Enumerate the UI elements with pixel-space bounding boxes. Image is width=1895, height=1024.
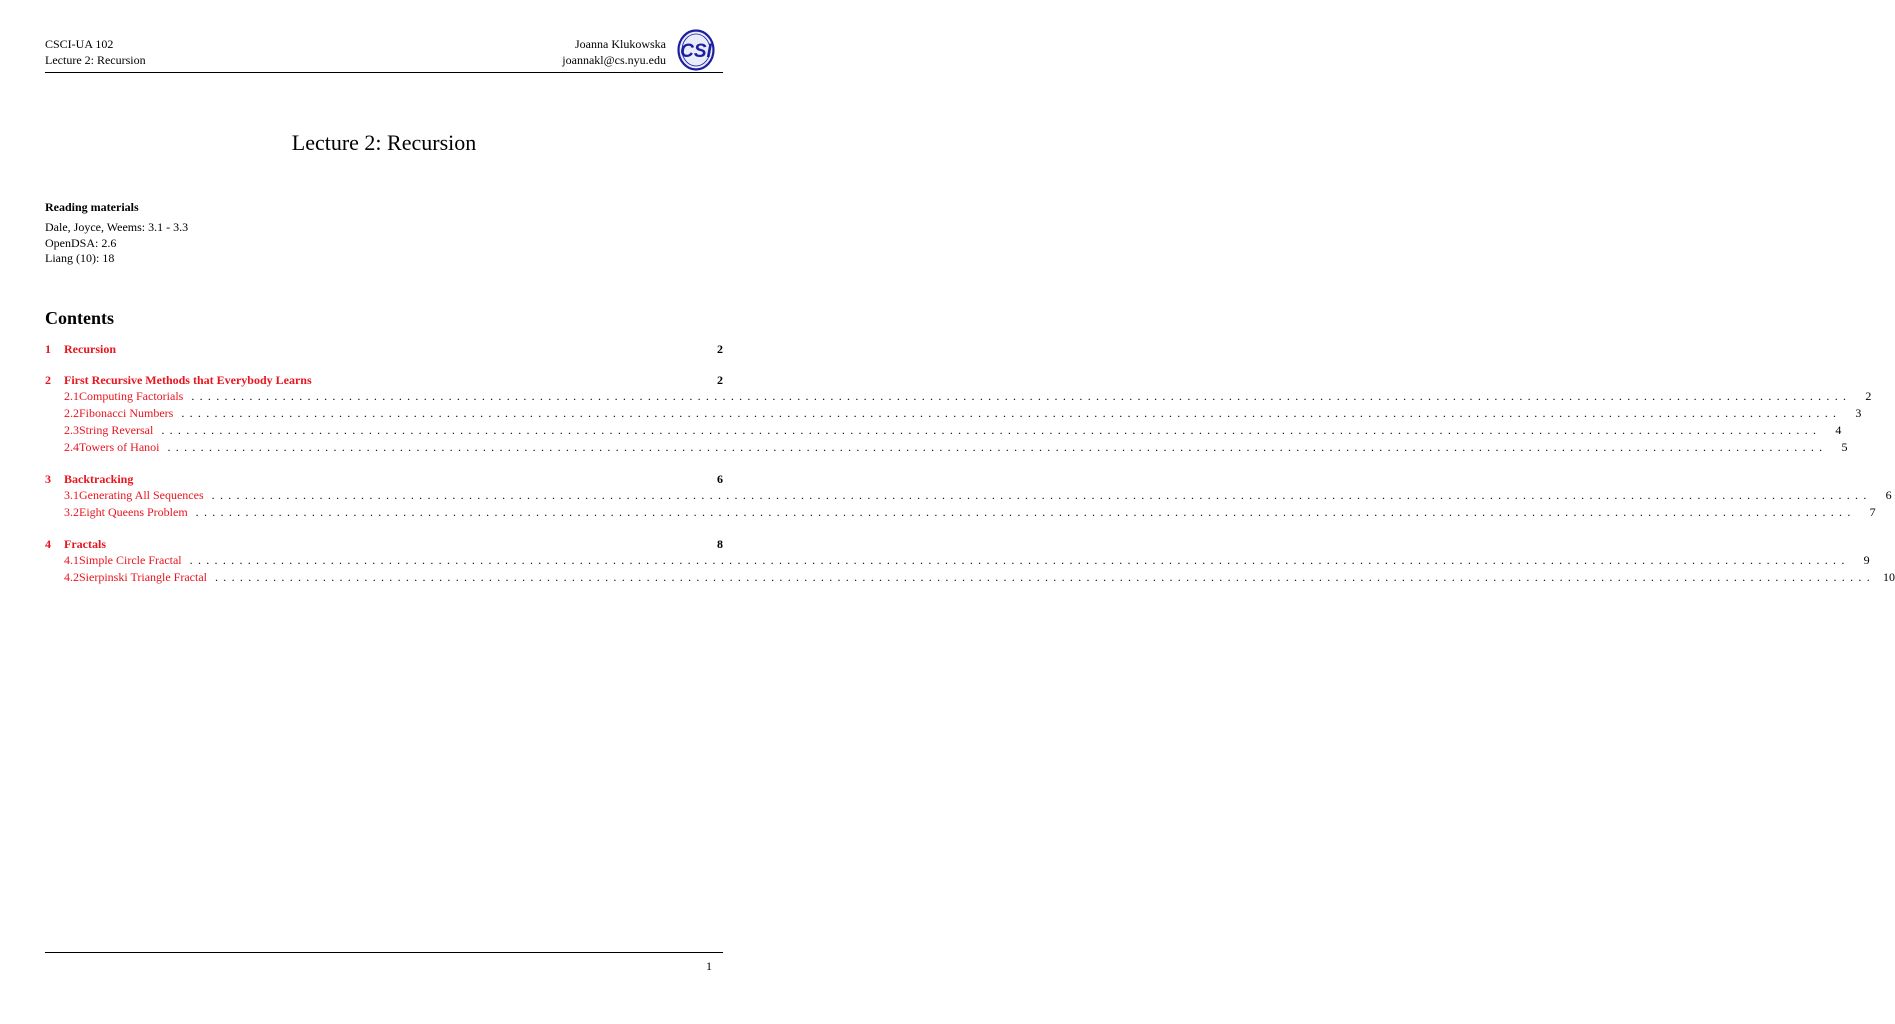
logo-text: CSI — [680, 41, 712, 62]
reading-item: Dale, Joyce, Weems: 3.1 - 3.3 — [45, 220, 189, 234]
toc-section-backtracking[interactable] — [45, 471, 723, 487]
footer-rule — [45, 952, 723, 953]
reading-list — [45, 220, 188, 267]
toc-subsection-eight-queens[interactable] — [45, 504, 1876, 521]
dot-leader: ........................................................................................................................................................................................................ — [195, 505, 1856, 519]
dot-leader: ........................................................................................................................................................................................................ — [167, 440, 1828, 454]
subsection-page: 7 — [1869, 505, 1876, 519]
subsection-number: 4.1 — [64, 553, 79, 567]
subsection-number: 2.4 — [64, 440, 79, 454]
subsection-page: 5 — [1841, 440, 1848, 454]
toc-subsection-sierpinski[interactable] — [45, 569, 1895, 586]
subsection-title[interactable]: Eight Queens Problem — [79, 505, 188, 519]
subsection-title[interactable]: Sierpinski Triangle Fractal — [79, 570, 207, 584]
section-title[interactable]: Fractals — [64, 537, 106, 551]
section-page: 8 — [717, 537, 723, 551]
section-title[interactable]: Backtracking — [64, 472, 134, 486]
toc-subsection-generating-sequences[interactable] — [45, 487, 1892, 504]
document-title: Lecture 2: Recursion — [291, 130, 477, 155]
section-page: 2 — [717, 373, 723, 387]
header-rule — [45, 72, 723, 73]
subsection-title[interactable]: String Reversal — [79, 423, 154, 437]
section-title[interactable]: Recursion — [64, 342, 116, 356]
section-page: 6 — [717, 472, 723, 486]
subsection-page: 9 — [1863, 553, 1870, 567]
subsection-title[interactable]: Generating All Sequences — [79, 488, 204, 502]
subsection-number: 3.1 — [64, 488, 79, 502]
lecture-name: Lecture 2: Recursion — [45, 53, 146, 67]
author-email[interactable]: joannakl@cs.nyu.edu — [562, 53, 666, 67]
running-header-left — [45, 36, 146, 68]
toc-subsection-towers-of-hanoi[interactable] — [45, 439, 1848, 456]
dot-leader: ........................................................................................................................................................................................................ — [211, 488, 1872, 502]
reading-item: Liang (10): 18 — [45, 251, 115, 265]
toc-subsection-fibonacci[interactable] — [45, 405, 1862, 422]
contents-heading: Contents — [45, 308, 115, 328]
subsection-number: 4.2 — [64, 570, 79, 584]
subsection-title[interactable]: Computing Factorials — [79, 389, 184, 403]
subsection-number: 3.2 — [64, 505, 79, 519]
toc-subsection-string-reversal[interactable] — [45, 422, 1842, 439]
subsection-number: 2.2 — [64, 406, 79, 420]
section-number: 3 — [45, 472, 51, 486]
dot-leader: ........................................................................................................................................................................................................ — [181, 406, 1842, 420]
section-number: 1 — [45, 342, 51, 356]
page-number: 1 — [706, 959, 712, 973]
subsection-number: 2.1 — [64, 389, 79, 403]
section-number: 2 — [45, 373, 51, 387]
subsection-title[interactable]: Fibonacci Numbers — [79, 406, 174, 420]
toc-subsection-circle-fractal[interactable] — [45, 552, 1870, 569]
dot-leader: ........................................................................................................................................................................................................ — [189, 553, 1850, 567]
subsection-page: 10 — [1883, 570, 1895, 584]
dot-leader: ........................................................................................................................................................................................................ — [215, 570, 1875, 584]
subsection-page: 6 — [1885, 488, 1892, 502]
subsection-title[interactable]: Towers of Hanoi — [79, 440, 160, 454]
running-header-right — [562, 36, 666, 68]
reading-heading: Reading materials — [45, 200, 139, 214]
subsection-page: 3 — [1855, 406, 1862, 420]
author-name: Joanna Klukowska — [575, 37, 666, 51]
csi-logo — [676, 28, 716, 72]
toc-section-recursion[interactable] — [45, 341, 723, 357]
dot-leader: ........................................................................................................................................................................................................ — [161, 423, 1822, 437]
subsection-title[interactable]: Simple Circle Fractal — [79, 553, 182, 567]
subsection-page: 4 — [1835, 423, 1842, 437]
subsection-page: 2 — [1865, 389, 1872, 403]
section-page: 2 — [717, 342, 723, 356]
section-title[interactable]: First Recursive Methods that Everybody Learns — [64, 373, 312, 387]
table-of-contents — [45, 341, 1895, 586]
course-code: CSCI-UA 102 — [45, 37, 114, 51]
toc-section-fractals[interactable] — [45, 536, 723, 552]
toc-subsection-factorials[interactable] — [45, 388, 1872, 405]
subsection-number: 2.3 — [64, 423, 79, 437]
dot-leader: ........................................................................................................................................................................................................ — [191, 389, 1852, 403]
reading-item: OpenDSA: 2.6 — [45, 235, 117, 250]
section-number: 4 — [45, 537, 51, 551]
toc-section-first-recursive-methods[interactable] — [45, 372, 723, 388]
